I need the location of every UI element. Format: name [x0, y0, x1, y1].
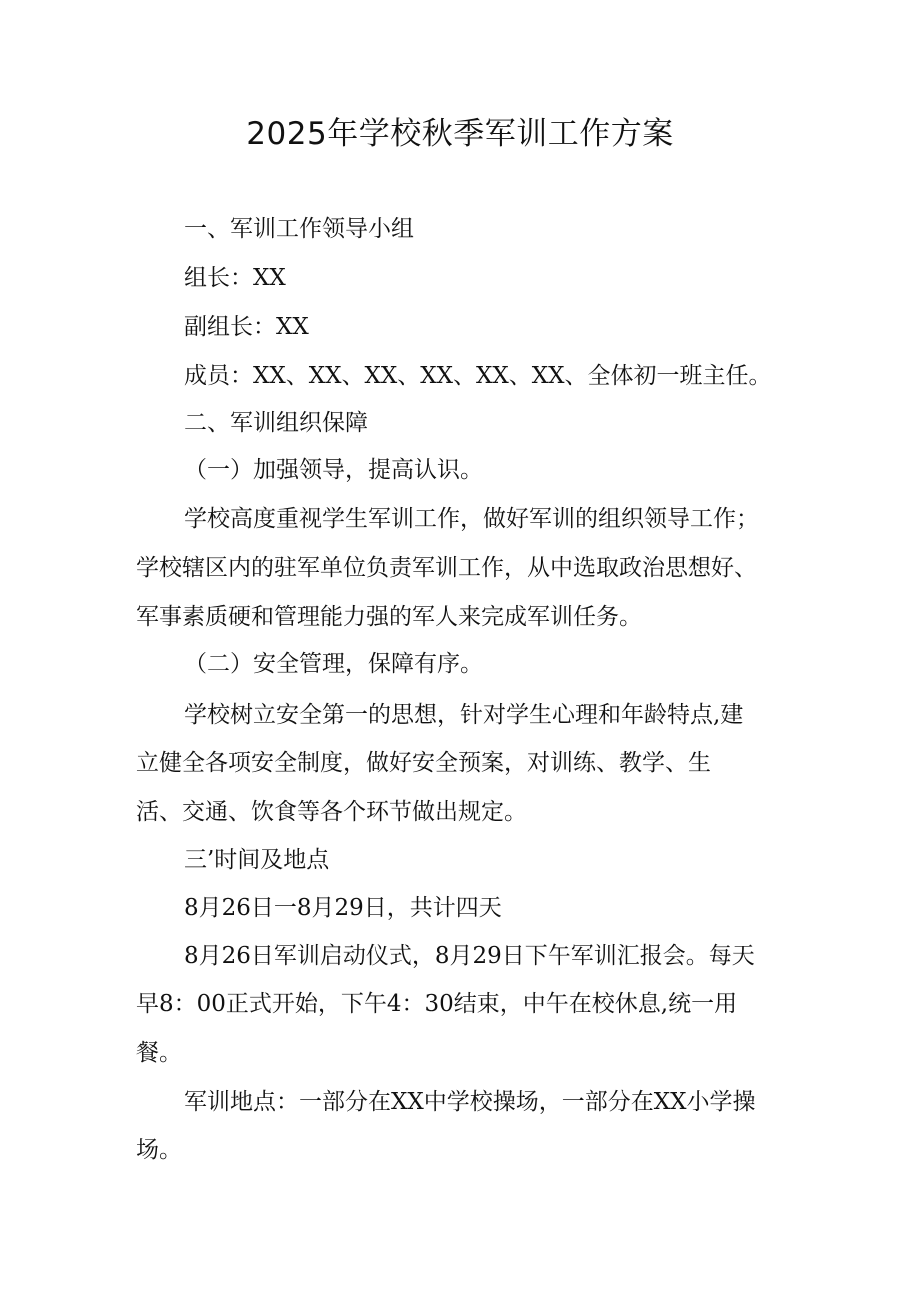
subsection-heading-leadership: （一）加强领导，提高认识。 [184, 457, 483, 483]
section-heading-leadership: 一、军训工作领导小组 [184, 216, 414, 242]
members-line: 成员：XX、XX、XX、XX、XX、XX、全体初一班主任。 [184, 363, 772, 389]
paragraph-line: 活、交通、饮食等各个环节做出规定。 [136, 799, 527, 825]
paragraph-line: 立健全各项安全制度，做好安全预案，对训练、教学、生 [136, 750, 711, 776]
paragraph-line: 学校高度重视学生军训工作，做好军训的组织领导工作； [184, 506, 759, 532]
paragraph-line: 军事素质硬和管理能力强的军人来完成军训任务。 [136, 604, 642, 630]
deputy-leader-line: 副组长：XX [184, 314, 309, 340]
subsection-heading-safety: （二）安全管理，保障有序。 [184, 651, 483, 677]
date-range-line: 8月26日一8月29日，共计四天 [184, 895, 502, 921]
paragraph-line: 学校树立安全第一的思想，针对学生心理和年龄特点,建 [184, 702, 744, 728]
paragraph-line: 餐。 [136, 1040, 182, 1066]
paragraph-line: 早8：00正式开始，下午4：30结束，中午在校休息,统一用 [136, 991, 738, 1017]
paragraph-line: 8月26日军训启动仪式，8月29日下午军训汇报会。每天 [184, 943, 755, 969]
paragraph-line: 学校辖区内的驻军单位负责军训工作，从中选取政治思想好、 [136, 555, 757, 581]
section-heading-time-location: 三’时间及地点 [184, 847, 330, 873]
section-heading-organization: 二、军训组织保障 [184, 410, 368, 436]
location-line: 军训地点：一部分在XX中学校操场，一部分在XX小学操 [184, 1089, 756, 1115]
document-title: 2025年学校秋季军训工作方案 [246, 116, 674, 152]
location-line: 场。 [136, 1137, 182, 1163]
leader-line: 组长：XX [184, 265, 286, 291]
